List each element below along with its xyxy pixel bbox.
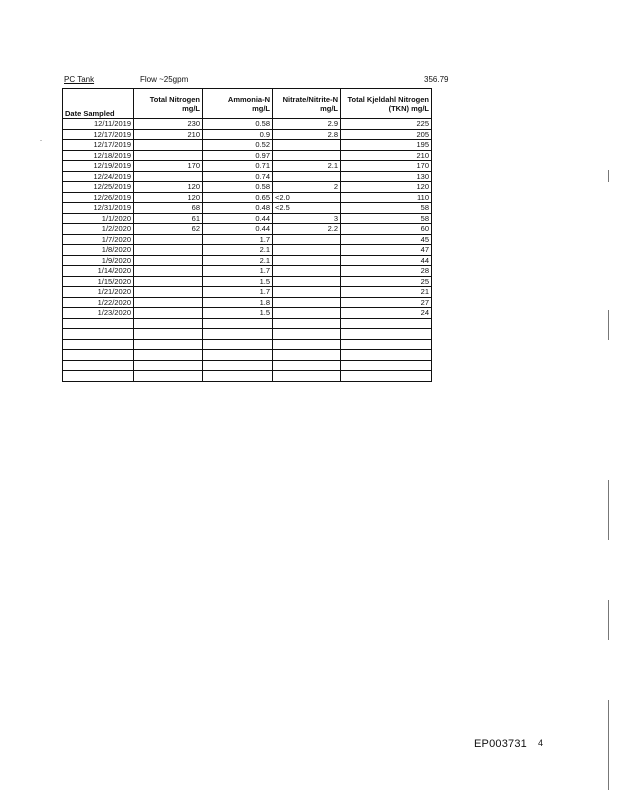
cell-date: 12/26/2019 — [63, 192, 134, 203]
flow-label: Flow ~25gpm — [140, 75, 189, 84]
table-row — [63, 266, 432, 277]
cell-date: 1/1/2020 — [63, 213, 134, 224]
cell-total-nitrogen — [134, 360, 203, 371]
cell-total-nitrogen: 62 — [134, 224, 203, 235]
cell-total-nitrogen — [134, 308, 203, 319]
cell-total-nitrogen — [134, 140, 203, 151]
table-row — [63, 350, 432, 361]
cell-nitrate: 2 — [273, 182, 341, 193]
margin-mark: - — [40, 138, 42, 144]
table-row — [63, 329, 432, 340]
table-row — [63, 318, 432, 329]
cell-date: 12/19/2019 — [63, 161, 134, 172]
cell-tkn: 47 — [341, 245, 432, 256]
table-row — [63, 234, 432, 245]
cell-ammonia: 2.1 — [203, 245, 273, 256]
col-header-total-nitrogen — [134, 89, 203, 119]
cell-total-nitrogen: 68 — [134, 203, 203, 214]
cell-ammonia: 1.7 — [203, 287, 273, 298]
col-header-tkn — [341, 89, 432, 119]
cell-tkn: 210 — [341, 150, 432, 161]
table-row — [63, 287, 432, 298]
cell-ammonia: 0.48 — [203, 203, 273, 214]
cell-nitrate — [273, 318, 341, 329]
cell-date: 1/23/2020 — [63, 308, 134, 319]
cell-date: 12/17/2019 — [63, 140, 134, 151]
col-header-ammonia-unit: mg/L — [252, 103, 270, 113]
table-row — [63, 308, 432, 319]
cell-tkn: 24 — [341, 308, 432, 319]
cell-tkn — [341, 350, 432, 361]
col-header-total-nitrogen-unit: mg/L — [182, 103, 200, 113]
cell-nitrate — [273, 276, 341, 287]
cell-tkn: 58 — [341, 213, 432, 224]
cell-tkn: 21 — [341, 287, 432, 298]
cell-ammonia: 0.97 — [203, 150, 273, 161]
cell-total-nitrogen — [134, 234, 203, 245]
cell-date: 12/11/2019 — [63, 119, 134, 130]
cell-date — [63, 360, 134, 371]
cell-tkn: 58 — [341, 203, 432, 214]
cell-tkn: 225 — [341, 119, 432, 130]
cell-tkn: 170 — [341, 161, 432, 172]
cell-date — [63, 350, 134, 361]
col-header-tkn-name: Total Kjeldahl Nitrogen — [347, 94, 429, 104]
cell-total-nitrogen: 170 — [134, 161, 203, 172]
cell-nitrate: 3 — [273, 213, 341, 224]
table-row — [63, 119, 432, 130]
cell-total-nitrogen: 61 — [134, 213, 203, 224]
table-row — [63, 129, 432, 140]
cell-nitrate: 2.1 — [273, 161, 341, 172]
cell-nitrate: <2.5 — [273, 203, 341, 214]
page-number: 4 — [538, 738, 544, 748]
cell-ammonia — [203, 371, 273, 382]
bates-number: EP003731 — [474, 738, 527, 750]
cell-nitrate: 2.9 — [273, 119, 341, 130]
cell-nitrate — [273, 339, 341, 350]
cell-tkn: 25 — [341, 276, 432, 287]
cell-nitrate — [273, 297, 341, 308]
cell-date: 12/17/2019 — [63, 129, 134, 140]
scan-edge-mark — [608, 480, 609, 540]
table-row — [63, 140, 432, 151]
cell-nitrate — [273, 140, 341, 151]
cell-nitrate: <2.0 — [273, 192, 341, 203]
cell-ammonia — [203, 318, 273, 329]
cell-ammonia: 1.5 — [203, 308, 273, 319]
cell-total-nitrogen — [134, 371, 203, 382]
cell-tkn: 44 — [341, 255, 432, 266]
cell-nitrate — [273, 371, 341, 382]
table-row — [63, 339, 432, 350]
cell-tkn: 110 — [341, 192, 432, 203]
cell-date: 1/15/2020 — [63, 276, 134, 287]
cell-nitrate — [273, 350, 341, 361]
cell-tkn: 120 — [341, 182, 432, 193]
cell-date — [63, 329, 134, 340]
cell-ammonia: 0.71 — [203, 161, 273, 172]
cell-total-nitrogen — [134, 266, 203, 277]
table-row — [63, 276, 432, 287]
table-row — [63, 150, 432, 161]
cell-ammonia: 0.58 — [203, 119, 273, 130]
table-body — [63, 119, 432, 382]
table-row — [63, 297, 432, 308]
cell-tkn: 60 — [341, 224, 432, 235]
col-header-date: Date Sampled — [63, 89, 134, 119]
col-header-ammonia-name: Ammonia-N — [227, 94, 270, 104]
cell-tkn: 205 — [341, 129, 432, 140]
cell-total-nitrogen — [134, 171, 203, 182]
cell-tkn — [341, 339, 432, 350]
cell-date: 1/22/2020 — [63, 297, 134, 308]
cell-ammonia — [203, 350, 273, 361]
cell-nitrate — [273, 245, 341, 256]
cell-nitrate — [273, 308, 341, 319]
col-header-ammonia — [203, 89, 273, 119]
cell-date: 12/31/2019 — [63, 203, 134, 214]
cell-date: 1/9/2020 — [63, 255, 134, 266]
col-header-total-nitrogen-name: Total Nitrogen — [149, 94, 200, 104]
cell-total-nitrogen: 120 — [134, 192, 203, 203]
scan-edge-mark — [608, 600, 609, 640]
col-header-nitrate-unit: mg/L — [320, 103, 338, 113]
cell-total-nitrogen: 210 — [134, 129, 203, 140]
cell-ammonia: 0.44 — [203, 213, 273, 224]
cell-date: 1/7/2020 — [63, 234, 134, 245]
cell-tkn — [341, 329, 432, 340]
table-row — [63, 360, 432, 371]
cell-total-nitrogen: 230 — [134, 119, 203, 130]
cell-tkn: 27 — [341, 297, 432, 308]
cell-nitrate — [273, 234, 341, 245]
cell-nitrate — [273, 266, 341, 277]
table-header-row — [63, 89, 432, 119]
table-row — [63, 171, 432, 182]
cell-tkn — [341, 318, 432, 329]
table-row — [63, 255, 432, 266]
cell-tkn: 195 — [341, 140, 432, 151]
table-row — [63, 161, 432, 172]
cell-date: 12/18/2019 — [63, 150, 134, 161]
cell-date: 12/24/2019 — [63, 171, 134, 182]
table-row — [63, 182, 432, 193]
cell-total-nitrogen — [134, 318, 203, 329]
table-row — [63, 224, 432, 235]
cell-date — [63, 371, 134, 382]
cell-tkn — [341, 371, 432, 382]
cell-nitrate — [273, 360, 341, 371]
col-header-nitrate-name: Nitrate/Nitrite-N — [282, 94, 338, 104]
scan-edge-mark — [608, 310, 609, 340]
cell-ammonia — [203, 339, 273, 350]
cell-total-nitrogen — [134, 150, 203, 161]
cell-nitrate — [273, 255, 341, 266]
scan-edge-mark — [608, 170, 609, 182]
cell-ammonia: 0.58 — [203, 182, 273, 193]
cell-ammonia: 1.8 — [203, 297, 273, 308]
cell-total-nitrogen — [134, 255, 203, 266]
cell-ammonia: 1.5 — [203, 276, 273, 287]
cell-ammonia: 2.1 — [203, 255, 273, 266]
col-header-tkn-unit: (TKN) mg/L — [388, 103, 429, 113]
table-row — [63, 371, 432, 382]
cell-ammonia: 0.52 — [203, 140, 273, 151]
cell-nitrate — [273, 329, 341, 340]
scan-edge-mark — [608, 700, 609, 790]
table-row — [63, 192, 432, 203]
cell-date: 1/21/2020 — [63, 287, 134, 298]
nitrogen-table — [62, 88, 432, 382]
cell-tkn: 28 — [341, 266, 432, 277]
cell-total-nitrogen — [134, 339, 203, 350]
cell-tkn: 45 — [341, 234, 432, 245]
cell-nitrate: 2.2 — [273, 224, 341, 235]
col-header-nitrate — [273, 89, 341, 119]
cell-total-nitrogen — [134, 297, 203, 308]
cell-ammonia: 0.9 — [203, 129, 273, 140]
cell-ammonia: 1.7 — [203, 234, 273, 245]
cell-ammonia: 0.74 — [203, 171, 273, 182]
tank-label: PC Tank — [64, 75, 95, 84]
table-row — [63, 203, 432, 214]
cell-ammonia: 0.65 — [203, 192, 273, 203]
cell-nitrate: 2.8 — [273, 129, 341, 140]
cell-ammonia — [203, 360, 273, 371]
cell-date — [63, 318, 134, 329]
cell-total-nitrogen — [134, 287, 203, 298]
table-row — [63, 213, 432, 224]
cell-total-nitrogen: 120 — [134, 182, 203, 193]
cell-date: 1/8/2020 — [63, 245, 134, 256]
cell-total-nitrogen — [134, 350, 203, 361]
cell-ammonia: 1.7 — [203, 266, 273, 277]
cell-tkn: 130 — [341, 171, 432, 182]
cell-nitrate — [273, 171, 341, 182]
cell-total-nitrogen — [134, 245, 203, 256]
cell-ammonia: 0.44 — [203, 224, 273, 235]
cell-total-nitrogen — [134, 276, 203, 287]
cell-ammonia — [203, 329, 273, 340]
cell-total-nitrogen — [134, 329, 203, 340]
cell-date: 1/2/2020 — [63, 224, 134, 235]
cell-date — [63, 339, 134, 350]
cell-date: 12/25/2019 — [63, 182, 134, 193]
cell-tkn — [341, 360, 432, 371]
cell-nitrate — [273, 287, 341, 298]
header-value: 356.79 — [424, 75, 449, 84]
table-row — [63, 245, 432, 256]
cell-date: 1/14/2020 — [63, 266, 134, 277]
cell-nitrate — [273, 150, 341, 161]
